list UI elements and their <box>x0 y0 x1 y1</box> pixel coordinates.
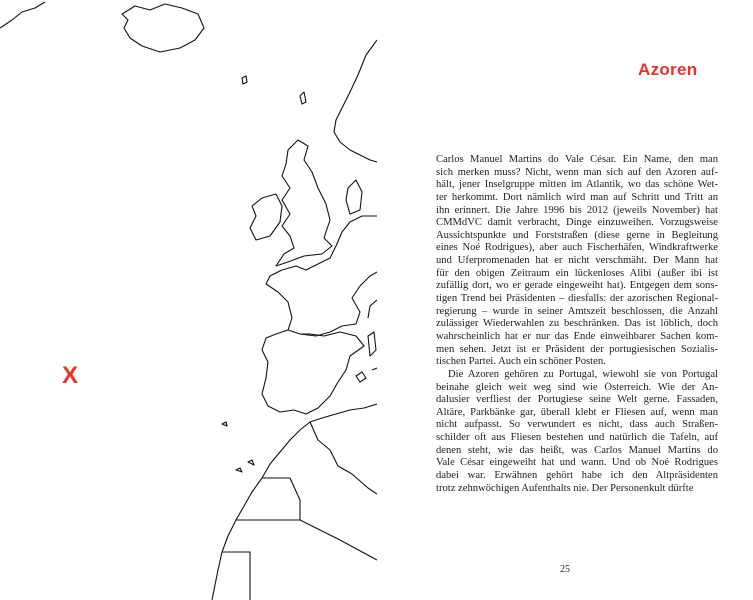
great-britain <box>276 140 332 266</box>
corsica <box>368 332 376 356</box>
scandinavia-coast <box>334 40 377 162</box>
western-sahara-border <box>236 478 300 520</box>
iceland <box>122 4 204 52</box>
text-line: ihn erinnert. Die Jahre 1996 bis 2012 (jeweils November) hat <box>436 204 718 216</box>
balearics <box>356 368 377 382</box>
text-line: Altäre, Parkbänke gar, überall klebt er Fliesen auf, wenn man <box>436 406 718 418</box>
benelux-germany-coast <box>318 216 377 264</box>
text-line: dabei war. Erwähnen gehört habe ich den Altpräsidenten <box>436 470 718 482</box>
chapter-title: Azoren <box>638 60 698 79</box>
azores-marker: X <box>62 362 79 389</box>
north-africa <box>212 404 377 600</box>
text-line: wahrscheinlich hat er nur das Ende einweihbarer Sachen kom- <box>436 330 718 342</box>
text-line: für den obigen Zeitraum ein lückenloses Alibi (außer ibi ist <box>436 267 718 279</box>
text-line: beinahe gleich weit weg sind wie Österreich. Wie der An- <box>436 381 718 393</box>
text-line: dalusier verfliest der Portugiese seine Welt gerne. Fassaden, <box>436 394 718 406</box>
text-line: denen steht, wie das heißt, was Carlos Manuel Martins do <box>436 444 718 456</box>
text-line: Aussichtspunkte und Forststraßen (diese gerne in Begleitung <box>436 229 718 241</box>
ireland <box>250 194 282 240</box>
text-line: nicht aufpasst. So verwundert es nicht, dass auch Straßen- <box>436 419 718 431</box>
text-line: regierung – wurde in seiner Amtszeit beschlossen, die Anzahl <box>436 305 718 317</box>
text-line: Carlos Manuel Martins do Vale César. Ein Name, den man <box>436 154 718 165</box>
text-line: tischen Partei. Auch ein schöner Posten. <box>436 356 606 368</box>
faroe-islands <box>242 76 247 84</box>
text-line: men sehen. Jetzt ist er Präsident der portugiesischen Sozialis- <box>436 343 718 355</box>
text-line: CMMdVC damit verbracht, Dinge einzuweihen. Vorzugsweise <box>436 217 718 229</box>
page-number: 25 <box>560 564 570 575</box>
mali-border <box>222 552 250 600</box>
text-line: sich merken muss? Nicht, wenn man sich auf den Azoren auf- <box>436 166 718 178</box>
shetland <box>300 92 306 104</box>
text-line: ter herkommt. Dort nämlich wird man auf Schritt und Tritt an <box>436 191 718 203</box>
text-line: und Uferpromenaden hat er nicht verschmäht. Der Mann hat <box>436 255 718 267</box>
text-line: eines Noé Rodrigues), aber auch Fischerhäfen, Windkraftwerke <box>436 242 718 254</box>
text-line: Die Azoren gehören zu Portugal, wiewohl sie von Portugal <box>448 368 718 380</box>
body-text <box>436 154 718 495</box>
iberia <box>262 330 364 414</box>
denmark <box>346 180 362 214</box>
mauritania-border <box>300 520 377 560</box>
text-line: zulässiger Wiederwahlen zu beschränken. Das ist löblich, doch <box>436 318 718 330</box>
madeira <box>222 422 227 426</box>
greenland-coast <box>0 2 45 28</box>
text-line: trotz zehnwöchigen Aufenthalts nie. Der Personenkult dürfte <box>436 482 694 494</box>
morocco-border <box>310 422 377 494</box>
text-line: zufällig dort, wo er gerade eingeweiht hat). Entgegen dem sons- <box>436 280 718 292</box>
text-line: tigen Trend bei Präsidenten – diesfalls: der azorischen Regional- <box>436 293 718 305</box>
text-line: hält, jener Inselgruppe mitten im Atlantik, wo das schöne Wet- <box>436 179 718 191</box>
italy-coast <box>368 300 377 318</box>
text-line: schilder oft aus Fliesen bestehen und natürlich die Tafeln, auf <box>436 432 718 444</box>
canary-islands <box>236 460 254 472</box>
text-line: Vale César eingeweiht hat und wann. Und ob Noé Rodrigues <box>436 457 718 469</box>
france <box>266 264 377 336</box>
